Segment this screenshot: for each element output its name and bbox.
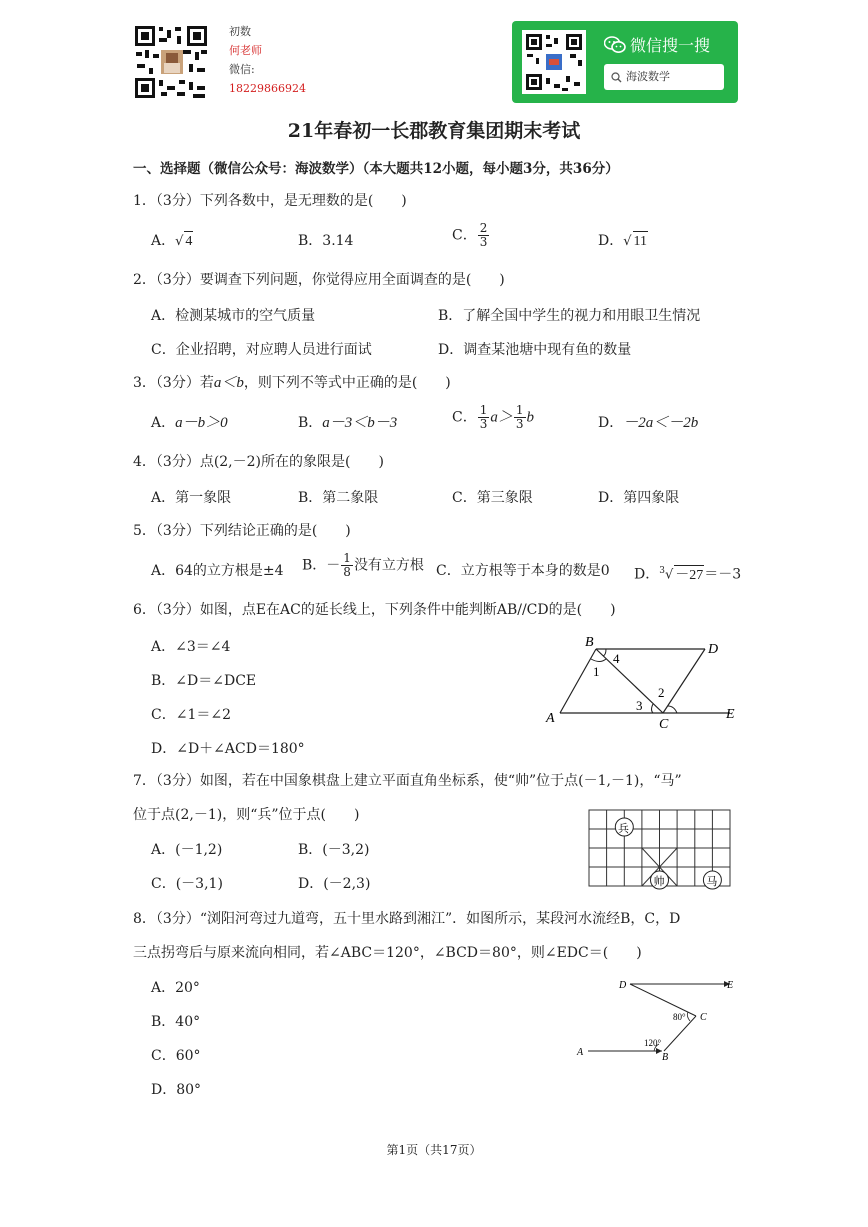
q8-angle-120-label: 120°	[644, 1038, 662, 1048]
q7-piece-shuai-label: 帅	[653, 876, 665, 888]
q5-d-index: 3	[659, 566, 665, 576]
wechat-icon	[604, 36, 626, 54]
q6-angle-1-label: 1	[593, 664, 600, 679]
q8-label-b: B	[662, 1052, 669, 1063]
q8-line-cd	[630, 984, 696, 1016]
q8-option-d: D．80°	[151, 1082, 202, 1098]
q6-option-a: A．∠3＝∠4	[151, 639, 231, 655]
q6-angle-2-arc	[668, 706, 677, 713]
section-header: 一、选择题（微信公众号：海波数学）（本大题共12小题，每小题3分，共36分）	[133, 161, 619, 177]
qr-code-left	[133, 24, 209, 100]
q6-option-c: C．∠1＝∠2	[151, 707, 231, 723]
q6-label-a: A	[546, 711, 555, 726]
q8-option-a: A．20°	[151, 980, 200, 996]
q3-c-end: b	[526, 409, 535, 426]
teacher-phone: 18229866924	[229, 82, 306, 95]
q6-angle-3-arc	[652, 704, 654, 713]
q1-stem: 1．（3分）下列各数中，是无理数的是( )	[133, 193, 407, 209]
q6-angle-4-arc	[603, 649, 606, 656]
q5-b-label: B．－	[302, 557, 341, 574]
q6-line-ab	[560, 649, 596, 713]
q5-b-post: 没有立方根	[353, 557, 424, 574]
q2-option-a: A．检测某城市的空气质量	[151, 308, 316, 324]
q1-a-radicand: 4	[184, 231, 193, 252]
q7-stem-line2: 位于点(2,－1)，则“兵”位于点( )	[133, 807, 360, 823]
q2-option-c: C．企业招聘，对应聘人员进行面试	[151, 342, 372, 358]
q6-option-b: B．∠D＝∠DCE	[151, 673, 257, 689]
q3-b-math: a－3＜b－3	[322, 415, 398, 431]
q7-stem-line1: 7．（3分）如图，若在中国象棋盘上建立平面直角坐标系，使“帅”位于点(－1,－1)，“马”	[133, 773, 682, 789]
q3-c-den2: 3	[515, 417, 524, 431]
q3-option-b	[298, 413, 397, 433]
q3-a-label: A．	[151, 415, 176, 431]
q8-option-c: C．60°	[151, 1048, 201, 1064]
q1-option-b: B．3.14	[298, 233, 354, 249]
qr-code-right	[522, 30, 586, 94]
q1-option-c	[452, 222, 490, 249]
q6-angle-1-arc	[591, 659, 606, 662]
q1-option-a: A．√ 4	[151, 231, 193, 252]
q8-label-a: A	[577, 1047, 584, 1058]
q5-option-a: A．64的立方根是±4	[151, 563, 284, 579]
q5-b-den: 8	[343, 565, 351, 579]
q1-d-label: D．	[598, 233, 624, 249]
q3-stem-post: ，则下列不等式中正确的是( )	[243, 375, 451, 391]
q5-b-num: 1	[343, 551, 351, 565]
q6-angle-3-label: 3	[636, 698, 643, 713]
q6-label-b: B	[585, 635, 594, 650]
q7-option-a: A．(－1,2)	[151, 842, 223, 858]
q5-d-label: D．	[634, 566, 660, 583]
wechat-search-input[interactable]	[604, 64, 724, 90]
q1-d-radicand: 11	[633, 231, 648, 252]
q8-stem-line1: 8．（3分）“浏阳河弯过九道弯，五十里水路到湘江”．如图所示，某段河水流经B，C，D	[133, 911, 681, 927]
teacher-subject: 初数	[229, 25, 251, 38]
q2-option-b: B．了解全国中学生的视力和用眼卫生情况	[438, 308, 701, 324]
q6-angle-2-label: 2	[658, 685, 665, 700]
q4-option-d: D．第四象限	[598, 490, 680, 506]
q4-stem: 4．（3分）点(2,－2)所在的象限是( )	[133, 454, 384, 470]
q3-stem-math: a＜b	[213, 375, 244, 391]
q5-stem: 5．（3分）下列结论正确的是( )	[133, 523, 351, 539]
wechat-search-title	[604, 33, 710, 56]
wechat-search-title-text: 微信搜一搜	[630, 36, 711, 55]
q6-figure	[540, 632, 745, 732]
q7-option-b: B．(－3,2)	[298, 842, 370, 858]
q1-c-num: 2	[479, 221, 488, 235]
q3-c-num1: 1	[479, 403, 488, 417]
q1-c-den: 3	[479, 235, 488, 249]
q5-option-d: D．$^3$√ －27＝－3	[634, 561, 741, 586]
search-icon	[611, 72, 622, 83]
q3-c-frac1	[478, 404, 490, 431]
q8-label-c: C	[700, 1012, 707, 1023]
q3-c-mid: a＞	[490, 409, 513, 426]
q6-option-d: D．∠D＋∠ACD＝180°	[151, 741, 305, 757]
q6-label-e: E	[726, 707, 735, 722]
q7-option-d: D．(－2,3)	[298, 876, 371, 892]
q3-a-math: a－b＞0	[175, 415, 228, 431]
q4-option-c: C．第三象限	[452, 490, 533, 506]
q6-stem: 6．（3分）如图，点E在AC的延长线上，下列条件中能判断AB//CD的是( )	[133, 602, 616, 618]
q5-option-c: C．立方根等于本身的数是0	[436, 563, 610, 579]
q3-d-math: －2a＜－2b	[623, 415, 699, 431]
q6-angle-4-label: 4	[613, 651, 620, 666]
teacher-wechat-label: 微信:	[229, 63, 255, 76]
q8-option-b: B．40°	[151, 1014, 201, 1030]
q3-c-frac2	[514, 404, 526, 431]
q7-chessboard-figure	[586, 807, 736, 893]
q4-option-b: B．第二象限	[298, 490, 379, 506]
q3-c-num2: 1	[515, 403, 524, 417]
q6-line-cd	[663, 649, 705, 713]
q7-piece-ma-label: 马	[706, 876, 718, 888]
q1-a-label: A．	[151, 233, 176, 249]
q2-option-d: D．调查某池塘中现有鱼的数量	[438, 342, 632, 358]
q3-c-label: C．	[452, 409, 477, 426]
q6-label-d: D	[708, 642, 719, 657]
wechat-search-text: 海波数学	[626, 70, 670, 83]
q8-label-d: D	[619, 980, 627, 991]
q1-c-label: C．	[452, 227, 477, 244]
q3-stem	[133, 373, 451, 393]
q5-option-b	[302, 552, 424, 579]
q5-d-radicand: －27	[674, 565, 704, 586]
q3-d-label: D．	[598, 415, 624, 431]
q3-c-den1: 3	[479, 417, 488, 431]
q3-option-c	[452, 404, 534, 431]
q5-b-fraction	[341, 552, 353, 579]
q6-line-bc	[596, 649, 663, 713]
page-footer: 第1页（共17页）	[386, 1143, 482, 1157]
teacher-info	[229, 22, 306, 98]
exam-title: 21年春初一长郡教育集团期末考试	[287, 120, 581, 142]
teacher-name: 何老师	[229, 44, 262, 57]
q6-label-c: C	[659, 717, 669, 732]
q7-piece-bing-label: 兵	[618, 823, 629, 835]
q5-d-post: ＝－3	[704, 566, 742, 583]
q7-option-c: C．(－3,1)	[151, 876, 223, 892]
q8-label-e: E	[727, 980, 734, 991]
q8-river-figure	[574, 974, 740, 1066]
q1-c-fraction	[478, 222, 490, 249]
q3-option-d	[598, 413, 698, 433]
q1-option-d: D．√ 11	[598, 231, 648, 252]
q4-option-a: A．第一象限	[151, 490, 232, 506]
q8-angle-80-label: 80°	[673, 1012, 686, 1022]
q8-stem-line2: 三点拐弯后与原来流向相同，若∠ABC＝120°，∠BCD＝80°，则∠EDC＝( )	[133, 945, 642, 961]
q2-stem: 2．（3分）要调查下列问题，你觉得应用全面调查的是( )	[133, 272, 505, 288]
q3-b-label: B．	[298, 415, 323, 431]
wechat-search-banner	[512, 21, 738, 103]
q3-stem-pre: 3．（3分）若	[133, 375, 214, 391]
q3-option-a	[151, 413, 228, 433]
